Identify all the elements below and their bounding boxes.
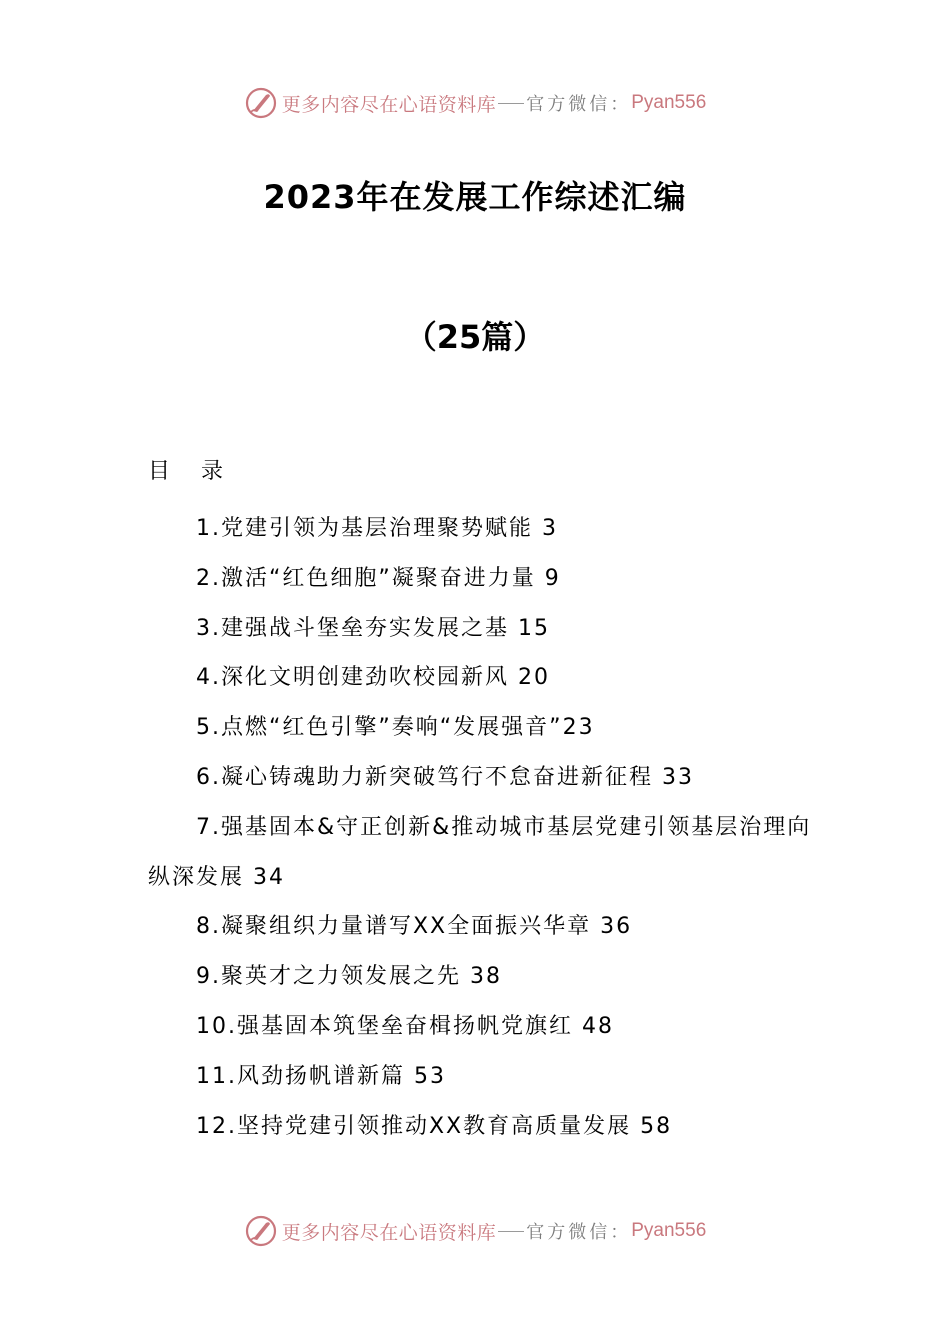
banner-wechat-id: Pyan556 bbox=[631, 1220, 707, 1241]
footer-banner bbox=[0, 1211, 950, 1251]
banner-wechat-label: 官方微信： bbox=[526, 1222, 632, 1243]
banner-dash bbox=[498, 1231, 524, 1232]
banner-wechat-label: 官方微信： bbox=[526, 94, 632, 115]
banner-text: 更多内容尽在心语资料库 bbox=[281, 1221, 497, 1244]
toc-item[interactable]: 8.凝聚组织力量谱写XX全面振兴华章 36 bbox=[196, 914, 633, 940]
quill-pen-icon bbox=[244, 86, 278, 120]
document-title: 2023年在发展工作综述汇编 bbox=[263, 178, 687, 216]
toc-item[interactable]: 2.激活“红色细胞”凝聚奋进力量 9 bbox=[196, 565, 561, 591]
toc-item[interactable]: 11.风劲扬帆谱新篇 53 bbox=[196, 1063, 446, 1089]
toc-item[interactable]: 6.凝心铸魂助力新突破笃行不怠奋进新征程 33 bbox=[196, 764, 694, 790]
banner-dash bbox=[498, 103, 524, 104]
document-subtitle: （25篇） bbox=[404, 318, 546, 356]
toc-item[interactable]: 10.强基固本筑堡垒奋楫扬帆党旗红 48 bbox=[196, 1013, 614, 1039]
toc-item[interactable]: 5.点燃“红色引擎”奏响“发展强音”23 bbox=[196, 715, 595, 741]
toc-item[interactable]: 9.聚英才之力领发展之先 38 bbox=[196, 964, 502, 990]
quill-pen-icon bbox=[244, 1214, 278, 1248]
banner-text: 更多内容尽在心语资料库 bbox=[281, 93, 497, 116]
table-of-contents bbox=[148, 504, 828, 1151]
header-banner bbox=[0, 83, 950, 123]
banner-wechat-id: Pyan556 bbox=[631, 92, 707, 113]
toc-item[interactable]: 7.强基固本&守正创新&推动城市基层党建引领基层治理向纵深发展 34 bbox=[148, 814, 812, 890]
toc-item[interactable]: 4.深化文明创建劲吹校园新风 20 bbox=[196, 665, 550, 691]
toc-item[interactable]: 12.坚持党建引领推动XX教育高质量发展 58 bbox=[196, 1113, 673, 1139]
toc-item[interactable]: 1.党建引领为基层治理聚势赋能 3 bbox=[196, 516, 558, 541]
toc-item[interactable]: 3.建强战斗堡垒夯实发展之基 15 bbox=[196, 615, 550, 641]
toc-heading: 目 录 bbox=[148, 459, 235, 484]
